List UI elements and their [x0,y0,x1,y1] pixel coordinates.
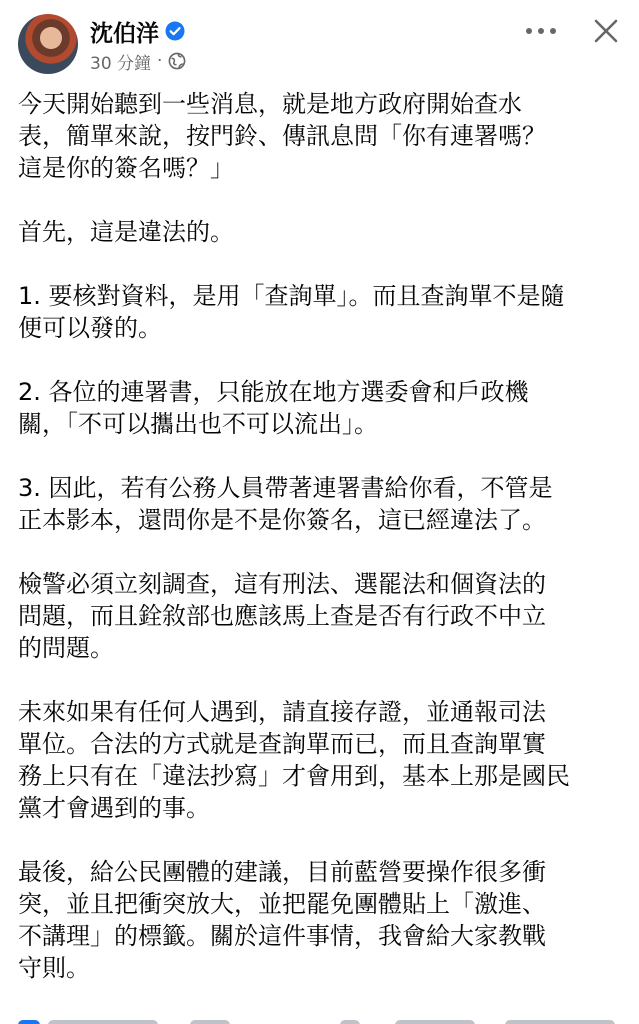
more-horizontal-icon [524,26,558,36]
author-row [90,14,185,48]
post-timestamp[interactable]: 30 分鐘 [90,53,152,74]
meta-separator: · [157,51,163,71]
cut-off-reactions-row [0,1016,639,1024]
avatar[interactable] [18,14,78,74]
post-paragraph: 未來如果有任何人遇到，請直接存證，並通報司法 單位。合法的方式就是查詢單而已，而且查詢單實 務上只有在「違法抄寫」才會用到，基本上那是國民 黨才會遇到的事。 [18,698,570,822]
post-paragraph: 3. 因此，若有公務人員帶著連署書給你看，不管是 正本影本，還問你是不是你簽名，這已經違法了。 [18,474,553,534]
post-paragraph: 1. 要核對資料，是用「查詢單」。而且查詢單不是隨 便可以發的。 [18,282,565,342]
author-name[interactable]: 沈伯洋 [90,20,159,47]
post-paragraph: 最後，給公民團體的建議，目前藍營要操作很多衝 突，並且把衝突放大，並把罷免團體貼上「激進、 不講理」的標籤。關於這件事情，我會給大家教戰 守則。 [18,858,546,982]
verified-badge-icon [165,21,185,41]
post-meta [90,48,186,74]
close-icon [593,18,619,44]
post-paragraph: 首先，這是違法的。 [18,218,234,246]
more-options-button[interactable] [521,14,561,48]
post-paragraph: 檢警必須立刻調查，這有刑法、選罷法和個資法的 問題，而且銓敘部也應該馬上查是否有行政不中立 的問題。 [18,570,546,662]
close-button[interactable] [586,12,626,50]
post-paragraph: 2. 各位的連署書，只能放在地方選委會和戶政機 關，「不可以攜出也不可以流出」。 [18,378,529,438]
post-paragraph: 今天開始聽到一些消息，就是地方政府開始查水 表，簡單來說，按門鈴、傳訊息問「你有連署嗎？ 這是你的簽名嗎？」 [18,90,546,182]
post-header [0,0,639,84]
globe-icon[interactable] [168,52,186,70]
post-body [18,88,618,1016]
